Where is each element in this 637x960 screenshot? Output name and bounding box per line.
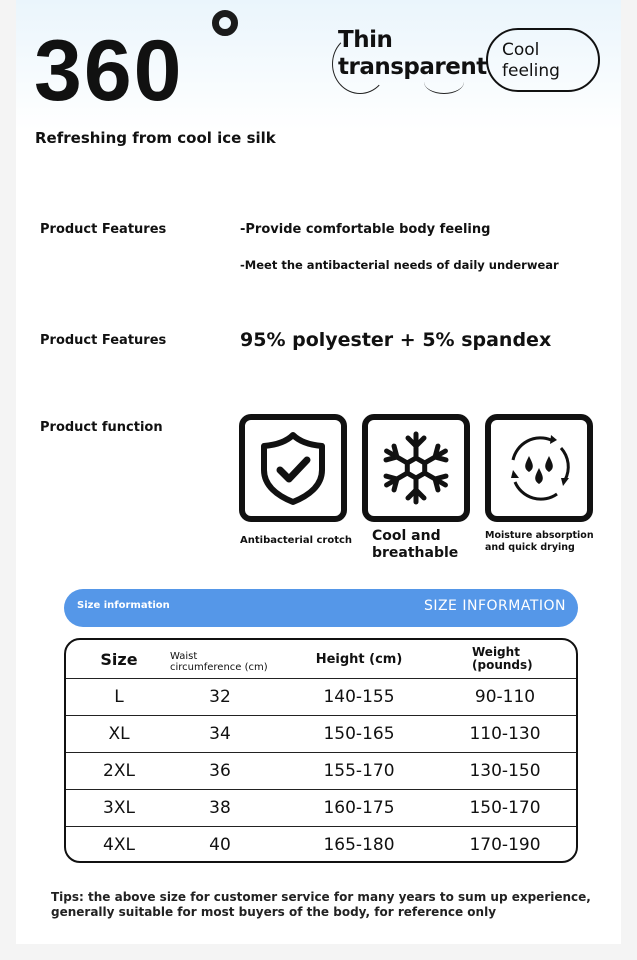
waist-cell: 40 [209, 835, 231, 855]
height-cell: 150-165 [323, 724, 395, 744]
header-line: circumference (cm) [170, 662, 268, 673]
size-cell: L [114, 687, 124, 707]
table-row [66, 679, 576, 716]
tag-line: transparent [338, 54, 487, 80]
table-row [66, 753, 576, 790]
header-height: Height (cm) [315, 651, 403, 667]
thin-transparent-tag [338, 27, 487, 81]
feature-line: -Provide comfortable body feeling [240, 222, 491, 237]
size-cell: 4XL [103, 835, 135, 855]
height-cell: 155-170 [323, 761, 395, 781]
weight-cell: 130-150 [469, 761, 541, 781]
waist-cell: 34 [209, 724, 231, 744]
feature-label: Product Features [40, 222, 167, 237]
table-row [66, 790, 576, 827]
moisture-cycle-icon [485, 414, 593, 522]
table-header [66, 640, 576, 679]
product-page [16, 0, 621, 944]
feature-line: -Meet the antibacterial needs of daily underwear [240, 258, 559, 272]
function-label: Product function [40, 420, 163, 435]
size-cell: 2XL [103, 761, 135, 781]
size-info-banner [64, 589, 578, 627]
feature-label: Product Features [40, 333, 167, 348]
waist-cell: 38 [209, 798, 231, 818]
hero-number: 360 [34, 23, 184, 119]
header-line: Weight [472, 645, 520, 659]
size-cell: XL [108, 724, 130, 744]
height-cell: 160-175 [323, 798, 395, 818]
snowflake-icon [362, 414, 470, 522]
cool-feeling-tag [486, 28, 600, 92]
header-line: Waist [170, 651, 198, 662]
icon-caption [485, 530, 594, 554]
waist-cell: 36 [209, 761, 231, 781]
material-value: 95% polyester + 5% spandex [240, 329, 552, 351]
weight-cell: 170-190 [469, 835, 541, 855]
caption-line: and quick drying [485, 542, 575, 553]
tag-line: Cool [502, 40, 540, 60]
header-line: (pounds) [472, 658, 533, 672]
tips-line: Tips: the above size for customer service for many years to sum up experience, [51, 890, 591, 904]
table-row [66, 827, 576, 863]
table-row [66, 716, 576, 753]
icon-caption: Cool and breathable [372, 528, 459, 561]
waist-cell: 32 [209, 687, 231, 707]
shield-check-icon [239, 414, 347, 522]
weight-cell: 150-170 [469, 798, 541, 818]
caption-line: Moisture absorption [485, 530, 594, 541]
tag-line: feeling [502, 61, 560, 81]
weight-cell: 110-130 [469, 724, 541, 744]
header-weight [432, 640, 578, 678]
size-table [64, 638, 578, 863]
icon-caption: Antibacterial crotch [240, 535, 353, 546]
banner-left-text: Size information [77, 600, 170, 611]
tips-line: generally suitable for most buyers of the body, for reference only [51, 905, 497, 919]
tagline: Refreshing from cool ice silk [35, 129, 276, 147]
header-waist [170, 640, 270, 678]
height-cell: 165-180 [323, 835, 395, 855]
weight-cell: 90-110 [474, 687, 536, 707]
size-cell: 3XL [103, 798, 135, 818]
header-size: Size [100, 649, 138, 669]
tag-line: Thin [338, 27, 393, 53]
banner-right-text: SIZE INFORMATION [423, 598, 566, 614]
degree-symbol [212, 10, 238, 36]
tips-text [51, 890, 591, 920]
height-cell: 140-155 [323, 687, 395, 707]
